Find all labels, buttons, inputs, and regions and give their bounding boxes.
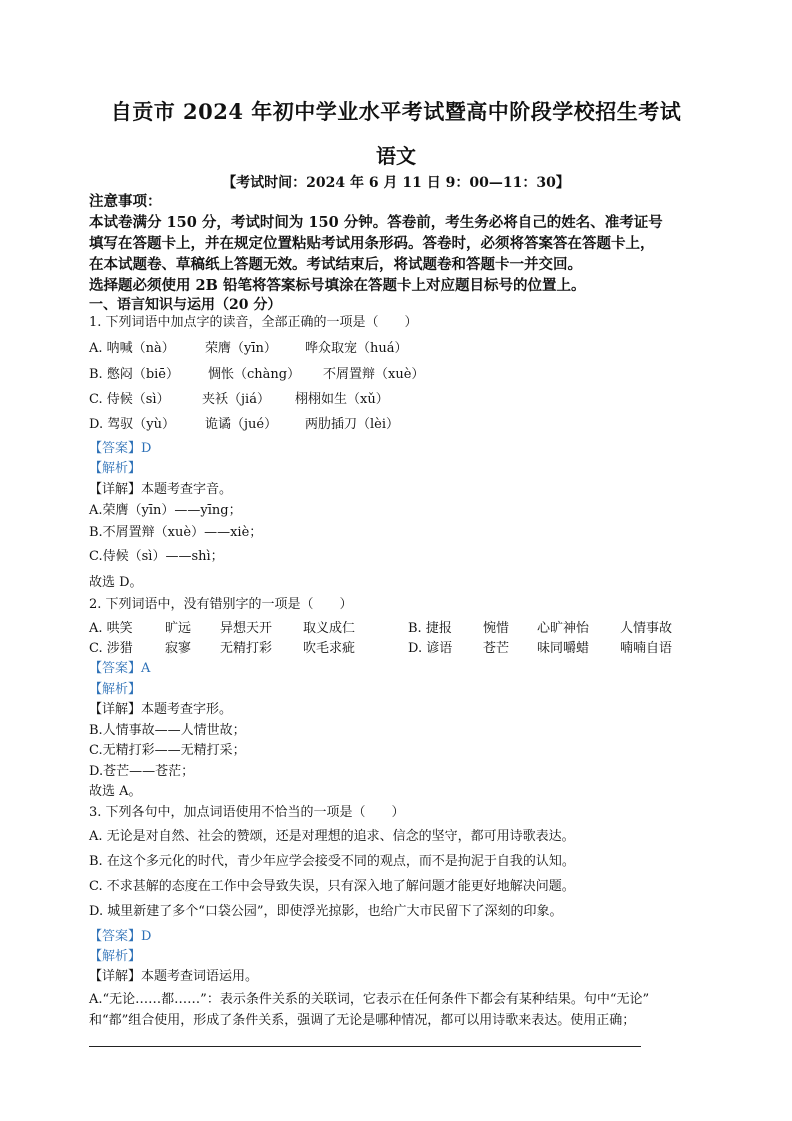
q3-option-c: C. 不求甚解的态度在工作中会导致失误，只有深入地了解问题才能更好地解决问题。 xyxy=(89,879,575,894)
q1-option-a-3: 哗众取宠（huá） xyxy=(305,341,408,356)
q2-detail-line: 【详解】本题考查字形。 xyxy=(89,702,233,717)
notice-block xyxy=(89,191,709,296)
exam-title: 自贡市 2024 年初中学业水平考试暨高中阶段学校招生考试 xyxy=(110,99,682,124)
q2-detail-line: 故选 A。 xyxy=(89,784,142,799)
notice-line: 选择题必须使用 2B 铅笔将答案标号填涂在答题卡上对应题目标号的位置上。 xyxy=(89,277,586,294)
notice-line: 本试卷满分 150 分，考试时间为 150 分钟。答卷前，考生务必将自己的姓名、准考证号 xyxy=(89,214,663,231)
q1-option-a-1: A. 呐喊（nà） xyxy=(89,341,175,356)
q1-detail-line: B.不屑置辩（xuè）——xiè； xyxy=(89,525,263,540)
q1-option-d-3: 两肋插刀（lèi） xyxy=(305,417,400,432)
q2-option-a-3: 异想天开 xyxy=(220,621,273,636)
notice-line: 在本试题卷、草稿纸上答题无效。考试结束后，将试题卷和答题卡一并交回。 xyxy=(89,256,582,273)
exam-time: 【考试时间：2024 年 6 月 11 日 9：00—11：30】 xyxy=(222,175,570,191)
q1-detail-line: 【详解】本题考查字音。 xyxy=(89,482,233,497)
q3-detail-line: 和“都”组合使用，形成了条件关系，强调了无论是哪种情况，都可以用诗歌来表达。使用正确； xyxy=(89,1013,636,1028)
subject-title: 语文 xyxy=(376,144,416,168)
q2-option-b-1: B. 捷报 xyxy=(408,621,452,636)
q1-detail-line: A.荣膺（yīn）——yīng； xyxy=(89,503,242,518)
q1-stem: 1. 下列词语中加点字的读音，全部正确的一项是（ ） xyxy=(89,315,418,330)
q1-option-a-2: 荣膺（yīn） xyxy=(205,341,277,356)
q2-detail-line: C.无精打彩——无精打采； xyxy=(89,743,246,758)
q3-detail-line: 【详解】本题考查词语运用。 xyxy=(89,969,259,984)
q1-option-b-2: 惆怅（chàng） xyxy=(208,367,301,382)
q1-option-c-2: 夹袄（jiá） xyxy=(202,392,270,407)
q1-option-d-2: 诡谲（jué） xyxy=(205,417,278,432)
q2-option-c-4: 吹毛求疵 xyxy=(303,641,356,656)
q2-option-b-2: 惋惜 xyxy=(483,621,510,636)
q2-option-b-3: 心旷神怡 xyxy=(537,621,590,636)
q1-option-b-1: B. 憋闷（biē） xyxy=(89,367,179,382)
q3-detail-line: A.“无论……都……”：表示条件关系的关联词，它表示在任何条件下都会有某种结果。句中“无论” xyxy=(89,992,650,1007)
q2-option-d-3: 味同嚼蜡 xyxy=(537,641,590,656)
q3-analysis-label: 【解析】 xyxy=(89,949,142,964)
q2-answer: 【答案】A xyxy=(89,661,151,676)
q2-detail-line: B.人情事故——人情世故； xyxy=(89,723,246,738)
q2-option-d-1: D. 谚语 xyxy=(408,641,453,656)
q2-stem: 2. 下列词语中，没有错别字的一项是（ ） xyxy=(89,597,353,612)
q3-stem: 3. 下列各句中，加点词语使用不恰当的一项是（ ） xyxy=(89,805,405,820)
q3-answer: 【答案】D xyxy=(89,929,152,944)
section-heading: 一、语言知识与运用（20 分） xyxy=(89,297,282,313)
q1-option-c-1: C. 侍候（sì） xyxy=(89,392,170,407)
q1-analysis-label: 【解析】 xyxy=(89,461,142,476)
q2-option-a-2: 旷远 xyxy=(165,621,192,636)
q3-option-a: A. 无论是对自然、社会的赞颂，还是对理想的追求、信念的坚守，都可用诗歌表达。 xyxy=(89,829,575,844)
notice-line: 填写在答题卡上，并在规定位置粘贴考试用条形码。答卷时，必须将答案答在答题卡上， xyxy=(89,235,655,252)
q2-option-a-1: A. 哄笑 xyxy=(89,621,133,636)
q2-option-b-4: 人情事故 xyxy=(620,621,673,636)
q1-option-d-1: D. 驾驭（yù） xyxy=(89,417,175,432)
q2-option-c-3: 无精打彩 xyxy=(220,641,273,656)
q2-analysis-label: 【解析】 xyxy=(89,682,142,697)
q1-detail-line: C.侍候（sì）——shì； xyxy=(89,549,224,564)
q2-option-d-2: 苍芒 xyxy=(483,641,510,656)
q3-option-b: B. 在这个多元化的时代，青少年应学会接受不同的观点，而不是拘泥于自我的认知。 xyxy=(89,854,575,869)
footer-rule xyxy=(89,1046,641,1047)
q2-option-a-4: 取义成仁 xyxy=(303,621,356,636)
notice-heading: 注意事项： xyxy=(89,193,162,210)
q1-detail-line: 故选 D。 xyxy=(89,575,143,590)
q2-option-c-1: C. 涉猎 xyxy=(89,641,133,656)
q3-option-d: D. 城里新建了多个“口袋公园”，即使浮光掠影，也给广大市民留下了深刻的印象。 xyxy=(89,904,563,919)
q2-option-d-4: 喃喃自语 xyxy=(620,641,673,656)
q2-option-c-2: 寂寥 xyxy=(165,641,192,656)
q1-answer: 【答案】D xyxy=(89,441,152,456)
q1-option-c-3: 栩栩如生（xǔ） xyxy=(295,392,389,407)
q1-option-b-3: 不屑置辩（xuè） xyxy=(323,367,425,382)
q2-detail-line: D.苍芒——苍茫； xyxy=(89,764,195,779)
